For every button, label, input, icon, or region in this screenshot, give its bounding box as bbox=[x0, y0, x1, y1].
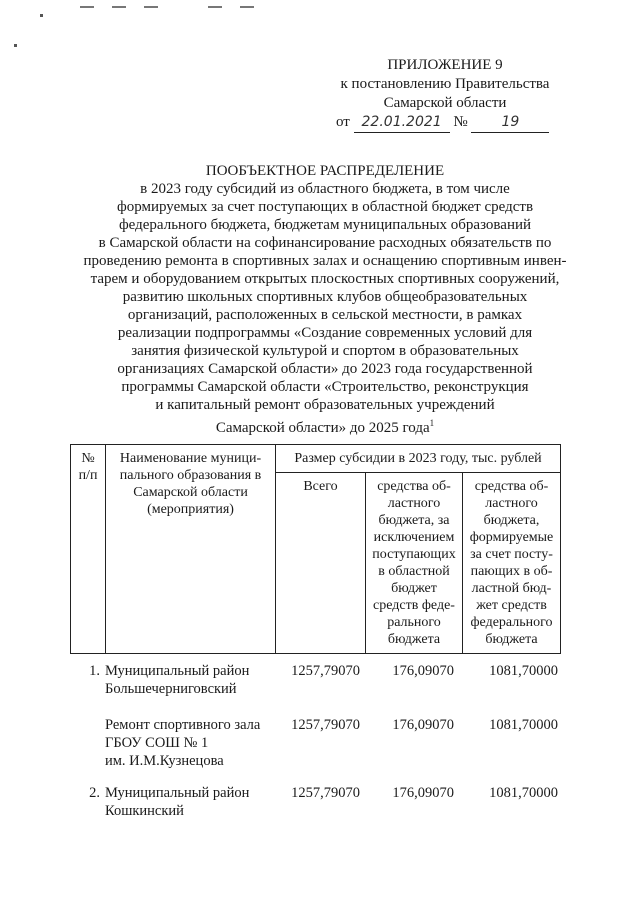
title-line: Самарской области» до 2025 года bbox=[215, 420, 430, 436]
row-name-line: Большечерниговский bbox=[105, 681, 237, 697]
row-name-line: Ремонт спортивного зала bbox=[105, 717, 261, 733]
scan-edge-dash bbox=[208, 6, 222, 8]
header-regional bbox=[366, 473, 463, 654]
header-subsidy-group-text: Размер субсидии в 2023 году, тыс. рублей bbox=[294, 451, 542, 466]
table-row bbox=[70, 784, 560, 838]
row-federal: 1081,70000 bbox=[489, 785, 558, 801]
title-line: реализации подпрограммы «Создание современных условий для bbox=[117, 325, 533, 341]
header-name bbox=[106, 445, 276, 654]
title-line: организациях Самарской области» до 2023 года государственной bbox=[117, 361, 533, 377]
row-name bbox=[105, 716, 280, 770]
appendix-resolution: к постановлению Правительства bbox=[340, 76, 550, 92]
row-name-line: Муниципальный район bbox=[105, 663, 250, 679]
handwritten-date: 22.01.2021 bbox=[354, 113, 450, 133]
row-total: 1257,79070 bbox=[291, 785, 360, 801]
row-number: 2. bbox=[89, 785, 100, 801]
row-name-line: Кошкинский bbox=[105, 803, 184, 819]
row-total: 1257,79070 bbox=[291, 663, 360, 679]
appendix-header bbox=[330, 56, 560, 133]
header-subsidy-group bbox=[276, 445, 561, 473]
row-regional: 176,09070 bbox=[392, 717, 454, 733]
title-line: формируемых за счет поступающих в областной бюджет средств bbox=[116, 199, 534, 215]
scan-edge-dash bbox=[240, 6, 254, 8]
header-total bbox=[276, 473, 366, 654]
title-line: в Самарской области на софинансирование расходных обязательств по bbox=[98, 235, 552, 251]
header-number-text: № п/п bbox=[78, 451, 98, 483]
title-line: тарем и оборудованием открытых плоскостных спортивных сооружений, bbox=[90, 271, 560, 287]
title-line: развитию школьных спортивных клубов общеобразовательных bbox=[122, 289, 528, 305]
header-total-text: Всего bbox=[303, 479, 338, 494]
table-row bbox=[70, 662, 560, 716]
title-heading: ПООБЪЕКТНОЕ РАСПРЕДЕЛЕНИЕ bbox=[205, 163, 445, 179]
scan-edge-dash bbox=[112, 6, 126, 8]
row-name bbox=[105, 662, 280, 698]
row-regional: 176,09070 bbox=[392, 663, 454, 679]
header-federal-text: средства об-ластного бюджета, формируемые за счет посту-пающих в об-ластной бюд-жет средств федерального бюджета bbox=[469, 479, 554, 647]
row-total: 1257,79070 bbox=[291, 717, 360, 733]
row-name-line: Муниципальный район bbox=[105, 785, 250, 801]
date-prefix: от bbox=[336, 114, 350, 130]
title-line: и капитальный ремонт образовательных учреждений bbox=[155, 397, 495, 413]
title-line: в 2023 году субсидий из областного бюджета, в том числе bbox=[140, 181, 510, 197]
table-row bbox=[70, 716, 560, 784]
title-line: проведению ремонта в спортивных залах и оснащению спортивным инвен- bbox=[83, 253, 567, 269]
header-federal bbox=[463, 473, 561, 654]
row-name-line: ГБОУ СОШ № 1 bbox=[105, 735, 209, 751]
row-number: 1. bbox=[89, 663, 100, 679]
scan-edge-dash bbox=[144, 6, 158, 8]
number-prefix: № bbox=[453, 114, 468, 130]
title-line-last bbox=[60, 414, 590, 437]
appendix-region: Самарской области bbox=[383, 95, 507, 111]
row-name bbox=[105, 784, 280, 820]
row-regional: 176,09070 bbox=[392, 785, 454, 801]
handwritten-number: 19 bbox=[471, 113, 549, 133]
scan-edge-dash bbox=[80, 6, 94, 8]
scan-speck bbox=[40, 14, 43, 17]
title-line: программы Самарской области «Строительство, реконструкция bbox=[121, 379, 529, 395]
title-line: организаций, расположенных в сельской местности, в рамках bbox=[127, 307, 523, 323]
footnote-mark: 1 bbox=[429, 418, 435, 428]
subsidy-table-header bbox=[70, 444, 561, 654]
appendix-date-line bbox=[330, 113, 560, 133]
row-federal: 1081,70000 bbox=[489, 717, 558, 733]
header-number bbox=[71, 445, 106, 654]
scan-speck bbox=[14, 44, 17, 47]
appendix-title: ПРИЛОЖЕНИЕ 9 bbox=[387, 57, 503, 73]
row-name-line: им. И.М.Кузнецова bbox=[105, 753, 224, 769]
title-line: занятия физической культурой и спортом в образовательных bbox=[131, 343, 519, 359]
document-title bbox=[60, 162, 590, 437]
subsidy-table-body bbox=[70, 662, 560, 838]
header-name-text: Наименование муници-пального образования в Самарской области (мероприятия) bbox=[119, 451, 262, 517]
row-federal: 1081,70000 bbox=[489, 663, 558, 679]
header-regional-text: средства об-ластного бюджета, за исключением поступающих в областной бюджет средств феде-рального бюджета bbox=[372, 479, 456, 647]
title-line: федерального бюджета, бюджетам муниципальных образований bbox=[118, 217, 532, 233]
